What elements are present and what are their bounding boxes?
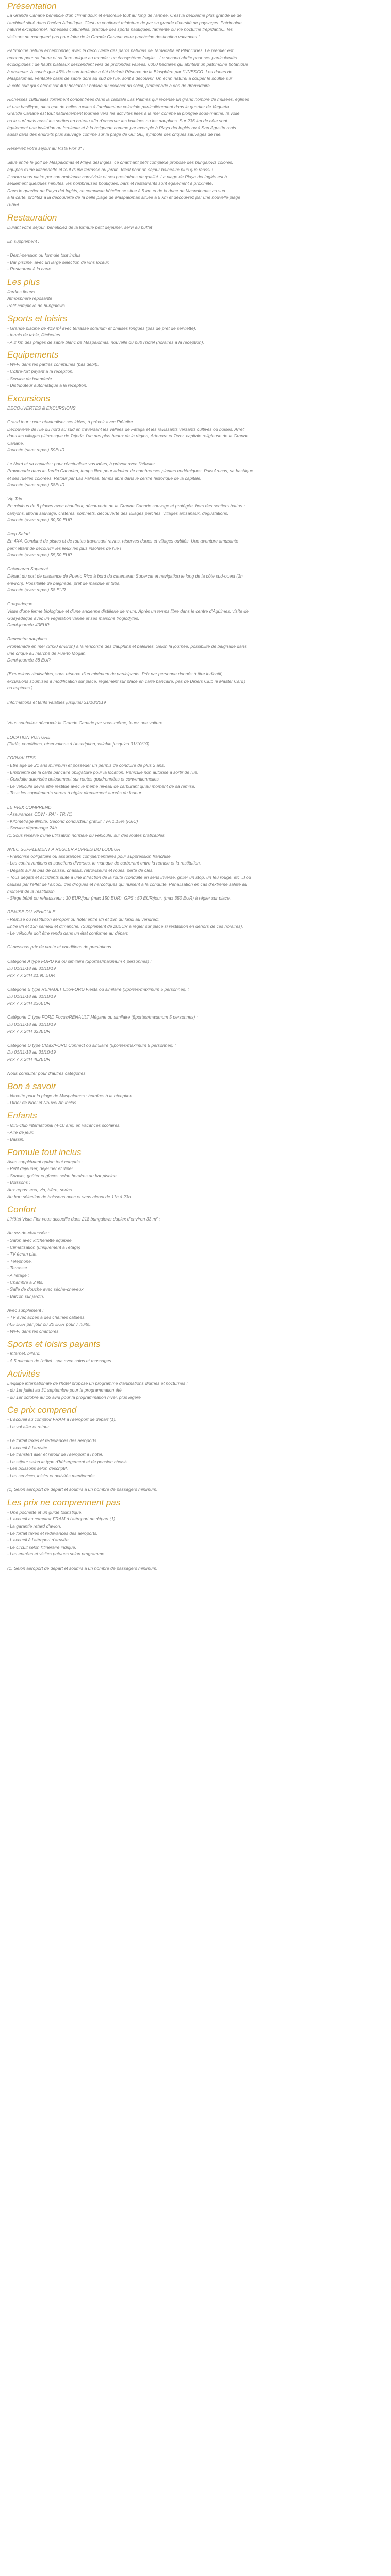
section-title: Formule tout inclus xyxy=(7,1147,82,1157)
blank-line xyxy=(7,937,384,944)
blank-line xyxy=(7,245,384,252)
text-line: - Mini-club international (4-10 ans) en vacances scolaires. xyxy=(7,1122,121,1128)
text-line: Maspalomas, véritable oasis de sable doré au sud de l'île, sont à découvrir. Un écrin naturel à couper le souffle sur xyxy=(7,76,233,81)
text-line: - Le circuit selon l'itinéraire indiqué. xyxy=(7,1544,76,1550)
section-content xyxy=(7,289,384,310)
section-content xyxy=(7,1380,384,1401)
section-title: Ce prix comprend xyxy=(7,1405,77,1415)
text-line: - du 1er juillet au 31 septembre pour la programmation été xyxy=(7,1387,122,1393)
section xyxy=(7,1368,384,1401)
section xyxy=(7,1404,384,1494)
text-line: Vous souhaitez découvrir la Grande Canarie par vous-même, louez une voiture. xyxy=(7,720,164,726)
text-line: - TV écran plat. xyxy=(7,1251,38,1257)
text-line: - La garantie retard d'avion. xyxy=(7,1523,61,1529)
text-line: la côte sud qui s'étend sur 400 hectares : balade au coucher du soleil, promenade à dos de dromadaire... xyxy=(7,82,214,88)
section-title: Excursions xyxy=(7,393,51,403)
text-line: Prix 7 X 24H 462EUR xyxy=(7,1056,51,1062)
section-title: Restauration xyxy=(7,212,57,223)
text-line: - L'accueil à l'aéroport d'arrivée. xyxy=(7,1537,70,1543)
section-content xyxy=(7,224,384,273)
text-line: à observer. A savoir que 46% de son territoire a été déclaré Réserve de la Biosphère par l'UNESCO. Les dunes de xyxy=(7,69,233,74)
text-line: Avec supplément : xyxy=(7,1307,44,1313)
blank-line xyxy=(7,40,384,47)
text-line: - Balcon sur jardin. xyxy=(7,1293,44,1299)
text-line: Rencontre dauphins xyxy=(7,636,47,642)
text-line: - Remise ou restitution aéroport ou hôtel entre 8h et 19h du lundi au vendredi. xyxy=(7,917,160,922)
section xyxy=(7,1080,384,1107)
text-line: Du 01/11/18 au 31/10/19 xyxy=(7,1021,56,1027)
text-line: Canarie. xyxy=(7,440,24,446)
blank-line xyxy=(7,748,384,755)
text-line: Richesses culturelles fortement concentrées dans la capitale Las Palmas qui recense un grand nombre de musées, églises xyxy=(7,97,249,103)
blank-line xyxy=(7,727,384,734)
text-line: Dans le quartier de Playa del Inglés, ce complexe hôtelier se situe à 5 km et de la dune de Maspalomas au sud xyxy=(7,188,225,193)
text-line: - Le véhicule devra être restitué avec le même niveau de carburant qu'au moment de sa remise. xyxy=(7,783,196,789)
blank-line xyxy=(7,797,384,804)
blank-line xyxy=(7,713,384,720)
text-line: - A l'étage : xyxy=(7,1273,29,1278)
blank-line xyxy=(7,231,384,238)
text-line: Catégorie C type FORD Focus/RENAULT Mégane ou similaire (5portes/maximum 5 personnes) : xyxy=(7,1014,198,1020)
text-line: - Les boissons selon descriptif. xyxy=(7,1466,68,1471)
text-line: Au bar: sélection de boissons avec et sans alcool de 11h à 23h. xyxy=(7,1194,133,1199)
text-line: (1)Sous réserve d'une utilisation normale du véhicule, sur des routes praticables xyxy=(7,832,165,838)
text-line: équipés d'une kitchenette et tout d'une terrasse ou jardin. Idéal pour un séjour balnéaire plus que réussi ! xyxy=(7,167,213,173)
blank-line xyxy=(7,1300,384,1307)
text-line: Catégorie A type FORD Ka ou similaire (3portes/maximum 4 personnes) : xyxy=(7,958,152,964)
text-line: Le Nord et sa capitale : pour réactualiser vos idées, à prévoir avec l'hôtelier. xyxy=(7,461,156,467)
blank-line xyxy=(7,706,384,713)
text-line: visiteurs ne manquent pas pour faire de la Grande Canarie votre prochaine destination vacances ! xyxy=(7,33,200,39)
text-line: Journée (avec repas) 55,50 EUR xyxy=(7,552,72,558)
text-line: Atmosphère reposante xyxy=(7,296,52,301)
text-line: moment de la restitution. xyxy=(7,888,56,894)
section xyxy=(7,349,384,389)
text-line: - Assurances CDW - PAI - TP, (1) xyxy=(7,811,73,817)
text-line: Grande Canarie est tout naturellement tournée vers les activités liées à la mer comme la plongée sous-marine, la voile xyxy=(7,111,240,116)
text-line: Jeep Safari xyxy=(7,531,30,537)
blank-line xyxy=(7,692,384,699)
text-line: ou le surf mais aussi les sorties en bateau afin d'observer les baleines ou les dauphins. Sur 236 km de côte sont xyxy=(7,117,227,123)
section-content xyxy=(7,1216,384,1335)
text-line: causés par l'effet de l'alcool, des drogues et narcotiques qui nuisent à la conduite. Pénalisation en cas d'extrême saleté au xyxy=(7,882,247,887)
section-title: Sports et loisirs payants xyxy=(7,1339,101,1349)
text-line: - TV avec accès à des chaînes câblées. xyxy=(7,1314,86,1320)
text-line: - Kilométrage illimité. Second conducteur gratuit TVA 1,15% (IGIC) xyxy=(7,818,138,824)
text-line: REMISE DU VEHICULE xyxy=(7,909,56,915)
text-line: Journée (sans repas) 59EUR xyxy=(7,447,65,453)
section-title: Les plus xyxy=(7,277,40,287)
text-line: une crique au marché de Puerto Mogan. xyxy=(7,650,87,656)
text-line: écologiques : de hauts plateaux descendent vers de profondes vallées. 6000 hectares qui abritent un patrimoine botanique xyxy=(7,62,248,67)
text-line: - Le transfert aller et retour de l'aéroport à l'hôtel. xyxy=(7,1452,103,1458)
text-line: (1) Selon aéroport de départ et soumis à un nombre de passagers minimum. xyxy=(7,1487,158,1493)
text-line: - Terrasse. xyxy=(7,1265,28,1271)
text-line: - Navette pour la plage de Maspalomas : horaires à la réception. xyxy=(7,1093,134,1098)
text-line: ou espèces.) xyxy=(7,685,33,691)
blank-line xyxy=(7,839,384,846)
text-line: - Téléphone. xyxy=(7,1258,32,1264)
text-line: Prix 7 X 24H 236EUR xyxy=(7,1001,51,1006)
section-title: Enfants xyxy=(7,1110,37,1121)
text-line: - L'accueil au comptoir FRAM à l'aéroport de départ (1). xyxy=(7,1417,117,1422)
text-line: Journée (sans repas) 58EUR xyxy=(7,482,65,488)
text-line: - Restaurant à la carte xyxy=(7,266,52,272)
blank-line xyxy=(7,412,384,419)
text-line: - Bar piscine, avec un large sélection de vins locaux xyxy=(7,259,109,265)
text-line: Départ du port de plaisance de Puerto Rico à bord du catamaran Supercat et navigation le long de la côte sud-ouest (2h xyxy=(7,573,243,579)
text-line: (4,5 EUR par jour ou 20 EUR pour 7 nuits). xyxy=(7,1321,92,1327)
text-line: - Le forfait taxes et redevances des aéroports. xyxy=(7,1438,98,1444)
text-line: naturel exceptionnel, richesses culturelles, pratique des sports nautiques, farniente ou vie nocturne trépidante... les xyxy=(7,27,233,32)
text-line: L'équipe internationale de l'hôtel propose un programme d'animations diurnes et nocturnes : xyxy=(7,1380,188,1386)
section-content xyxy=(7,1093,384,1107)
text-line: - tennis de table, fléchettes. xyxy=(7,332,62,338)
text-line: Aux repas: eau, vin, bière, sodas. xyxy=(7,1187,73,1193)
section-title: Présentation xyxy=(7,1,57,11)
text-line: Catégorie B type RENAULT Clio/FORD Fiesta ou similaire (3portes/maximum 5 personnes) : xyxy=(7,987,189,992)
text-line: Vip Trip xyxy=(7,496,22,502)
section-content xyxy=(7,1122,384,1143)
text-line: - Franchise obligatoire ou assurances complémentaires pour suppression franchise. xyxy=(7,853,172,859)
text-line: - L'accueil à l'arrivée. xyxy=(7,1445,49,1450)
text-line: - Dégâts sur le bas de caisse, châssis, rétroviseurs et roues, perte de clés. xyxy=(7,867,154,873)
text-line: - Etre âgé de 21 ans minimum et posséder un permis de conduire de plus 2 ans. xyxy=(7,762,165,768)
section-title: Activités xyxy=(7,1368,40,1379)
blank-line xyxy=(7,1480,384,1487)
section-title: Sports et loisirs xyxy=(7,313,68,324)
blank-line xyxy=(7,979,384,986)
section xyxy=(7,1497,384,1572)
text-line: FORMALITES xyxy=(7,755,36,761)
blank-line xyxy=(7,902,384,909)
section-title: Les prix ne comprennent pas xyxy=(7,1497,121,1507)
text-line: Promenade dans le Jardin Canarien, temps libre pour admirer de nombreuses plantes endémiques. Puis Arucas, sa basilique xyxy=(7,468,253,474)
section-content xyxy=(7,361,384,389)
text-line: AVEC SUPPLEMENT A REGLER AUPRES DU LOUEUR xyxy=(7,846,121,852)
text-line: En 4X4. Combiné de pistes et de routes traversant ravins, réserves dunes et villages oubliés. Une aventure amusante xyxy=(7,538,239,544)
text-line: - Chambre à 2 lits. xyxy=(7,1279,44,1285)
section-content xyxy=(7,1159,384,1201)
text-line: La Grande Canarie bénéficie d'un climat doux et ensoleillé tout au long de l'année. C'est la deuxième plus grande île de xyxy=(7,13,242,18)
text-line: (1) Selon aéroport de départ et soumis à un nombre de passagers minimum. xyxy=(7,1565,158,1571)
section xyxy=(7,0,384,209)
section xyxy=(7,1204,384,1335)
text-line: En supplément : xyxy=(7,238,40,244)
blank-line xyxy=(7,139,384,146)
text-line: reconnu pour sa faune et sa flore unique au monde : un écosystème fragile... Le second abrite pour ses particularités xyxy=(7,55,237,60)
text-line: - A 5 minutes de l'hôtel : spa avec soins et massages. xyxy=(7,1358,113,1363)
text-line: - A 2 km des plages de sable blanc de Maspalomas, nouvelle du pub l'hôtel (horaires à la réception). xyxy=(7,339,204,345)
section xyxy=(7,313,384,346)
text-line: (Tarifs, conditions, réservations à l'inscription, valable jusqu'au 31/10/19). xyxy=(7,741,151,747)
blank-line xyxy=(7,951,384,958)
text-line: - Service dépannage 24h. xyxy=(7,825,58,831)
blank-line xyxy=(7,1558,384,1565)
text-line: - Petit déjeuner, déjeuner et dîner. xyxy=(7,1166,74,1172)
section-content xyxy=(7,325,384,346)
text-line: - Aire de jeux. xyxy=(7,1129,35,1135)
text-line: - Le forfait taxes et redevances des aéroports. xyxy=(7,1530,98,1536)
text-line: Informations et tarifs valables jusqu'au 31/10/2019 xyxy=(7,699,106,705)
text-line: Guayadeque xyxy=(7,601,33,607)
section xyxy=(7,1338,384,1364)
text-line: Prix 7 X 24H 323EUR xyxy=(7,1028,51,1034)
section-title: Confort xyxy=(7,1205,36,1215)
text-line: - Wi-Fi dans les parties communes (bas débit). xyxy=(7,362,99,367)
text-line: Prix 7 X 24H 21,90 EUR xyxy=(7,972,55,978)
text-line: - Le séjour selon le type d'hébergement et de pension choisis. xyxy=(7,1459,129,1464)
blank-line xyxy=(7,489,384,496)
section xyxy=(7,393,384,1077)
blank-line xyxy=(7,1007,384,1014)
text-line: LE PRIX COMPREND xyxy=(7,804,52,810)
text-line: Promenade en mer (2h30 environ) à la rencontre des dauphins et baleines. Selon la journée, possibilité de baignade dans xyxy=(7,643,247,649)
blank-line xyxy=(7,524,384,531)
text-line: Visite d'une ferme biologique et d'une ancienne distillerie de rhum. Après un temps libre dans le centre d'Agüimes, visite de xyxy=(7,608,249,614)
text-line: et ses ruelles colorées. Retour par Las Palmas, temps libre dans le centre historique de la capitale. xyxy=(7,475,202,481)
text-line: également une invitation au farniente et à la baignade comme par exemple à Playa del Inglés ou à San Agustín mais xyxy=(7,125,236,130)
text-line: Grand tour : pour réactualiser ses idées, à prévoir avec l'hôtelier. xyxy=(7,419,134,425)
text-line: Demi-journée 40EUR xyxy=(7,622,50,628)
blank-line xyxy=(7,664,384,671)
text-line: Catamaran Supercat xyxy=(7,566,48,572)
text-line: Patrimoine naturel exceptionnel, avec la découverte des parcs naturels de Tamadaba et Pilancones. Le premier est xyxy=(7,47,234,53)
text-line: Du 01/11/18 au 31/10/19 xyxy=(7,993,56,999)
text-line: Jardins fleuris xyxy=(7,289,35,294)
section-content xyxy=(7,1350,384,1364)
text-line: - Le véhicule doit être rendu dans un état conforme au départ. xyxy=(7,930,129,936)
text-line: LOCATION VOITURE xyxy=(7,734,51,740)
text-line: Guayadeque avec un végétation variée et ses maisons troglodytes. xyxy=(7,615,140,621)
text-line: Découverte de l'île du nord au sud en traversant les vallées de Fataga et les ravissants versants cultivés ou boisés. Arrêt xyxy=(7,426,244,432)
text-line: - Distributeur automatique à la réception. xyxy=(7,383,88,388)
text-line: Journée (avec repas) 58 EUR xyxy=(7,587,66,593)
text-line: seulement quelques minutes, les nombreuses boutiques, bars et restaurants sont également à proximité. xyxy=(7,181,213,187)
text-line: Durant votre séjour, bénéficiez de la formule petit déjeuner, servi au buffet xyxy=(7,224,152,230)
blank-line xyxy=(7,1063,384,1071)
text-line: l'hôtel. xyxy=(7,202,20,208)
text-line: - Snacks, goûter et glaces selon horaires au bar piscine. xyxy=(7,1173,118,1178)
blank-line xyxy=(7,90,384,97)
text-line: - L'accueil au comptoir FRAM à l'aéroport de départ (1). xyxy=(7,1516,117,1522)
text-line: - Salle de douche avec sèche-cheveux. xyxy=(7,1286,85,1292)
text-line: à la carte, profitez à la découverte de la belle plage de Maspalomas située à 5 km et découvrez par une nouvelle plage xyxy=(7,195,240,200)
blank-line xyxy=(7,152,384,160)
text-line: Réservez votre séjour au Vista Flor 3* ! xyxy=(7,146,85,151)
text-line: permettant de découvrir les lieux les plus insolites de l'île ! xyxy=(7,545,121,551)
text-line: - Empreinte de la carte bancaire obligatoire pour la location. Véhicule non autorisé à sortir de l'île. xyxy=(7,769,199,775)
text-line: Ci-dessous prix de vente et conditions de prestations : xyxy=(7,944,114,950)
text-line: DECOUVERTES & EXCURSIONS xyxy=(7,405,76,411)
text-line: Nous consulter pour d'autres catégories xyxy=(7,1071,86,1076)
text-line: - Les contraventions et sanctions diverses, le manque de carburant entre la remise et la restitution. xyxy=(7,860,201,866)
text-line: - Le vol aller et retour. xyxy=(7,1423,51,1429)
text-line: L'Hôtel Vista Flor vous accueille dans 218 bungalows duplex d'environ 33 m² : xyxy=(7,1216,160,1222)
text-line: - Conduite autorisée uniquement sur routes goudronnées et conventionnelles. xyxy=(7,776,160,782)
section-content xyxy=(7,1509,384,1572)
text-line: - Wi-Fi dans les chambres. xyxy=(7,1328,60,1334)
section xyxy=(7,1146,384,1201)
text-line: - Salon avec kitchenette équipée. xyxy=(7,1238,73,1243)
text-line: En minibus de 8 places avec chauffeur, découverte de la Grande Canarie sauvage et protégée, hors des sentiers battus : xyxy=(7,503,245,509)
blank-line xyxy=(7,454,384,461)
section-content xyxy=(7,1416,384,1494)
text-line: Il saura vous plaire par son ambiance conviviale et ses prestations de qualité. La plage de Playa del Inglés est à xyxy=(7,174,227,179)
text-line: - Bassin. xyxy=(7,1137,25,1142)
text-line: Au rez-de-chaussée : xyxy=(7,1230,50,1236)
section-title: Equipements xyxy=(7,350,59,360)
text-line: - Internet, billard. xyxy=(7,1351,41,1357)
text-line: - Grande piscine de 419 m² avec terrasse solarium et chaises longues (pas de prêt de serviette). xyxy=(7,325,197,331)
section xyxy=(7,1110,384,1143)
text-line: - Climatisation (uniquement à l'étage) xyxy=(7,1244,81,1250)
text-line: - Siège bébé ou rehausseur : 30 EUR/jour (max 150 EUR), GPS : 50 EUR/jour, (max 350 EUR) à régler sur place. xyxy=(7,895,231,901)
text-line: l'archipel situé dans l'océan Atlantique. C'est un continent miniature de par sa grande diversité de paysages. Patrimoine xyxy=(7,20,242,25)
section xyxy=(7,276,384,310)
blank-line xyxy=(7,559,384,566)
text-line: - Les services, loisirs et activités mentionnés. xyxy=(7,1473,96,1479)
text-line: - Boissons : xyxy=(7,1180,30,1185)
text-line: - du 1er octobre au 16 avril pour la programmation hiver, plus légère xyxy=(7,1394,141,1400)
text-line: - Demi-pension ou formule tout inclus xyxy=(7,252,81,258)
text-line: (Excursions réalisables, sous réserve d'un minimum de participants. Prix par personne donnés à titre indicatif, xyxy=(7,671,223,677)
text-line: - Les entrées et visites prévues selon programme. xyxy=(7,1551,106,1557)
section-title: Bon à savoir xyxy=(7,1081,56,1091)
text-line: aussi dans des endroits plus sauvage comme sur la plage de Güi Güi, symbole des criques sauvages de l'île. xyxy=(7,132,222,138)
text-line: - Tous les suppléments seront à régler directement auprès du loueur. xyxy=(7,790,143,796)
text-line: Du 01/11/18 au 31/10/19 xyxy=(7,965,56,971)
blank-line xyxy=(7,629,384,636)
text-line: Du 01/11/18 au 31/10/19 xyxy=(7,1049,56,1055)
text-line: canyons, littoral sauvage, cratères, sommets, découverte des villages perchés, villages artisanaux, dégustations. xyxy=(7,510,229,516)
section-content xyxy=(7,405,384,1077)
blank-line xyxy=(7,594,384,601)
text-line: Entre 8h et 13h samedi et dimanche. (Supplément de 20EUR à régler sur place si restitution en dehors de ces horaires). xyxy=(7,923,243,929)
section-content xyxy=(7,12,384,209)
text-line: dans les villages pittoresque de Tejeda, l'un des plus beaux de la région, Artenara et Teror, capitale religieuse de la Grande xyxy=(7,433,249,439)
blank-line xyxy=(7,1035,384,1042)
text-line: - Tous dégâts et accidents suite à une infraction de la route (conduite en sens inverse, griller un stop, un feu rouge, etc...) ou xyxy=(7,874,251,880)
text-line: excursions soumises à modification sur place, règlement sur place en carte bancaire, pas de Diners Club ni Master Card) xyxy=(7,678,245,684)
text-line: Journée (avec repas) 60,50 EUR xyxy=(7,517,72,523)
blank-line xyxy=(7,1223,384,1230)
text-line: - Coffre-fort payant à la réception. xyxy=(7,368,74,374)
text-line: - Service de buanderie. xyxy=(7,376,53,381)
text-line: Demi-journée 38 EUR xyxy=(7,657,51,663)
text-line: Petit complexe de bungalows xyxy=(7,302,65,308)
text-line: Situé entre le golf de Maspalomas et Playa del Inglés, ce charmant petit complexe propose des bungalows colorés, xyxy=(7,160,234,165)
text-line: et une basilique, ainsi que de belles ruelles à l'architecture coloniale particulièrement dans le quartier de Vegueta. xyxy=(7,104,230,109)
text-line: Catégorie D type CMax/FORD Connect ou similaire (5portes/maximum 5 personnes) : xyxy=(7,1042,176,1048)
text-line: - Dîner de Noël et Nouvel An inclus. xyxy=(7,1100,78,1106)
text-line: environ). Possibilité de baignade, prêt de masque et tuba. xyxy=(7,580,121,586)
text-line: - Une pochette et un guide touristique. xyxy=(7,1509,83,1515)
section xyxy=(7,212,384,273)
text-line: Avec supplément option tout compris : xyxy=(7,1159,83,1164)
blank-line xyxy=(7,1431,384,1438)
